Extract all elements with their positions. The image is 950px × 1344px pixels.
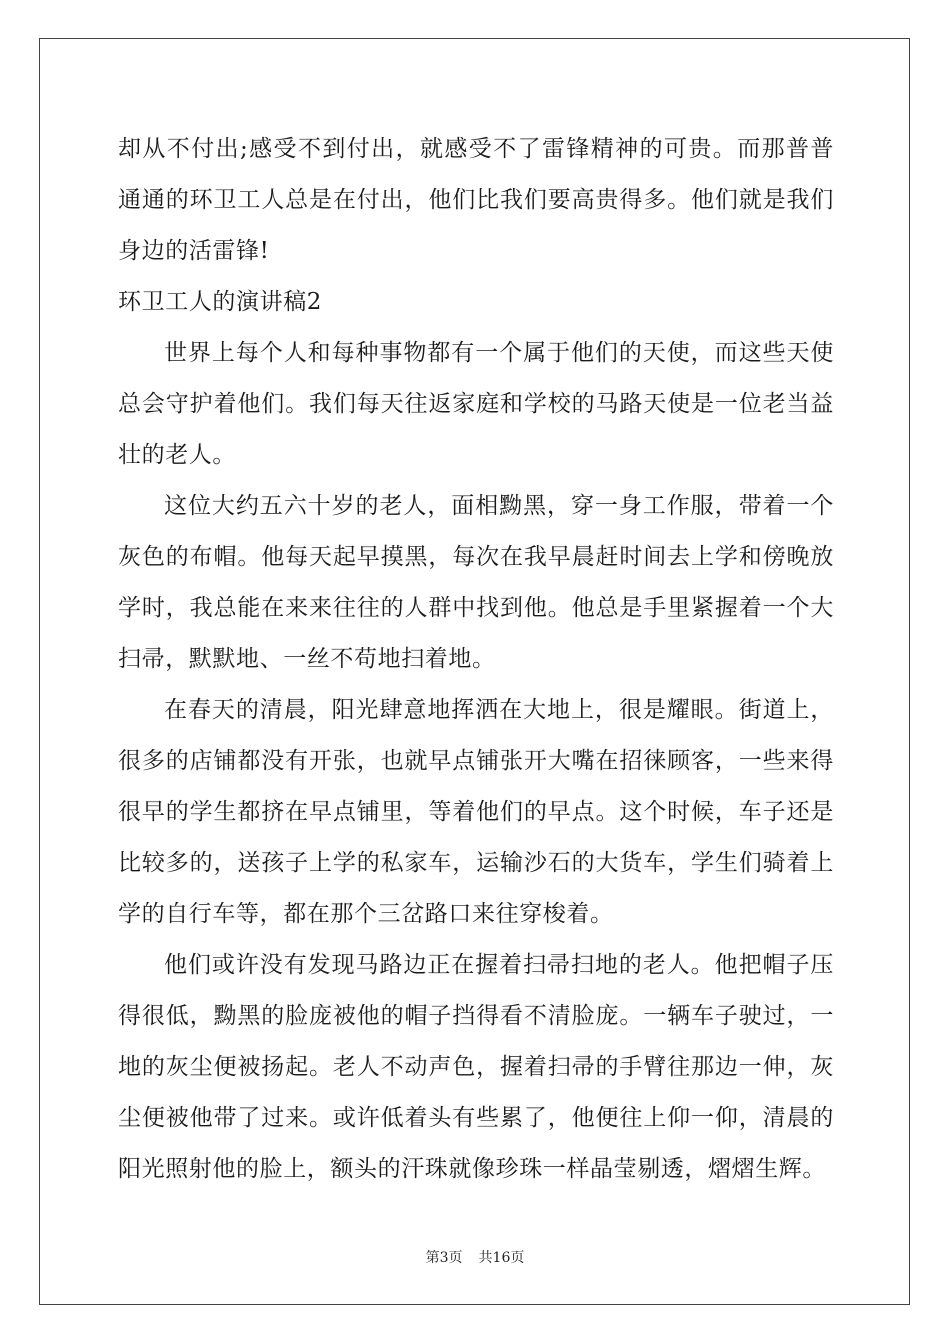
paragraph: 他们或许没有发现马路边正在握着扫帚扫地的老人。他把帽子压得很低，黝黑的脸庞被他的帽子挡得看不清脸庞。一辆车子驶过，一地的灰尘便被扬起。老人不动声色，握着扫帚的手臂往那边一伸，灰尘便被他带了过来。或许低着头有些累了，他便往上仰一仰，清晨的阳光照射他的脸上，额头的汗珠就像珍珠一样晶莹剔透，熠熠生辉。 bbox=[118, 952, 834, 1182]
paragraph: 世界上每个人和每种事物都有一个属于他们的天使，而这些天使总会守护着他们。我们每天往返家庭和学校的马路天使是一位老当益壮的老人。 bbox=[118, 340, 834, 468]
page-total: 共16页 bbox=[478, 1250, 525, 1266]
paragraph: 在春天的清晨，阳光肆意地挥洒在大地上，很是耀眼。街道上，很多的店铺都没有开张，也就早点铺张开大嘴在招徕顾客，一些来得很早的学生都挤在早点铺里，等着他们的早点。这个时候，车子还是比较多的，送孩子上学的私家车，运输沙石的大货车，学生们骑着上学的自行车等，都在那个三岔路口来往穿梭着。 bbox=[118, 697, 834, 927]
page-number: 第3页 bbox=[425, 1250, 463, 1266]
page-footer bbox=[0, 1247, 950, 1267]
document-body bbox=[118, 124, 834, 1195]
paragraph: 这位大约五六十岁的老人，面相黝黑，穿一身工作服，带着一个灰色的布帽。他每天起早摸黑，每次在我早晨赶时间去上学和傍晚放学时，我总能在来来往往的人群中找到他。他总是手里紧握着一个大扫帚，默默地、一丝不苟地扫着地。 bbox=[118, 493, 834, 672]
section-heading: 环卫工人的演讲稿2 bbox=[118, 289, 323, 315]
paragraph-continuation: 却从不付出;感受不到付出，就感受不了雷锋精神的可贵。而那普普通通的环卫工人总是在付出，他们比我们要高贵得多。他们就是我们身边的活雷锋! bbox=[118, 136, 834, 264]
